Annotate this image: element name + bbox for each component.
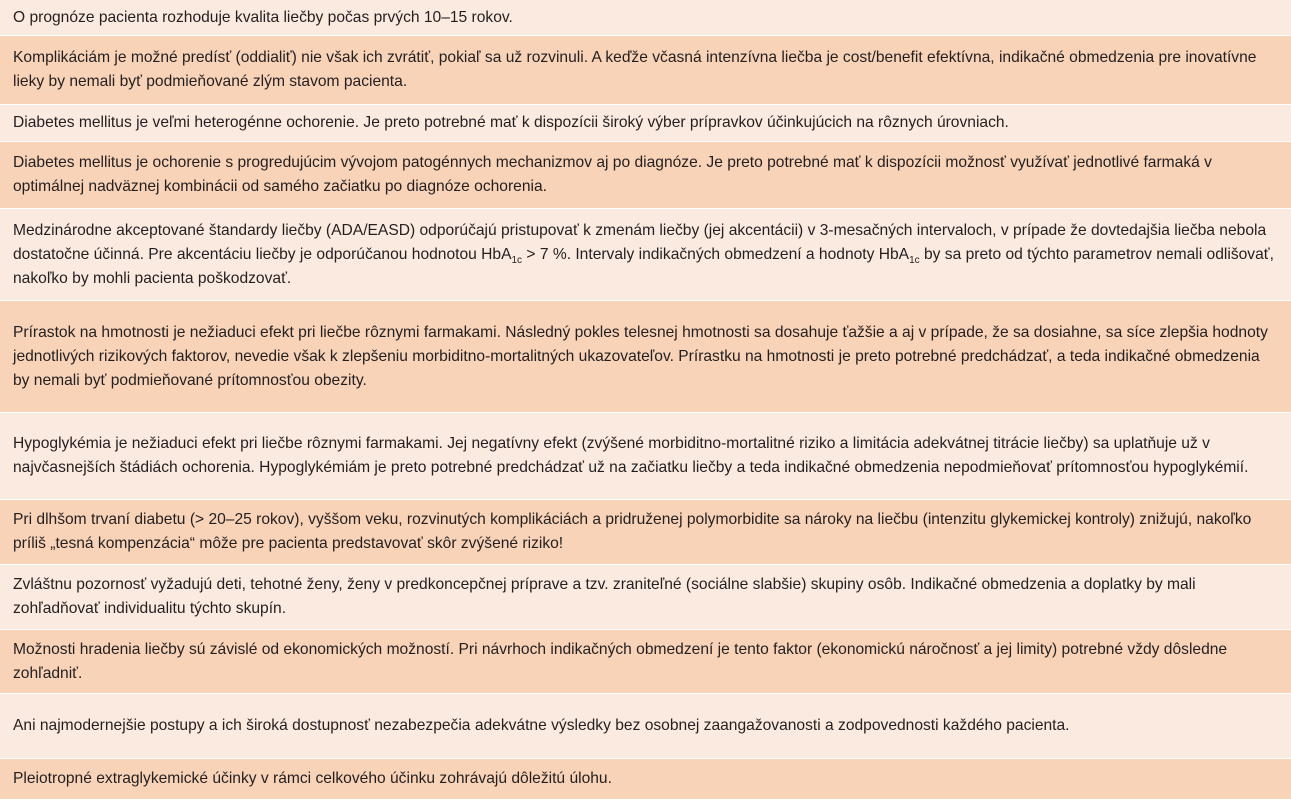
row-text: Zvláštnu pozornosť vyžadujú deti, tehotné ženy, ženy v predkoncepčnej príprave a tzv. zraniteľné (sociálne slabšie) skupiny osôb. Indikačné obmedzenia a doplatky by mali zohľadňovať individualitu týchto skupín.: [13, 576, 1196, 617]
row-text: Komplikáciám je možné predísť (oddialiť) nie však ich zvrátiť, pokiaľ sa už rozvinuli. A keďže včasná intenzívna liečba je cost/benefit efektívna, indikačné obmedzenia pre inovatívne lieky by nemali byť podmieňované zlým stavom pacienta.: [13, 49, 1257, 90]
table-row: [0, 413, 1291, 500]
table-row: [0, 36, 1291, 105]
table-row: [0, 630, 1291, 694]
subscript: 1c: [909, 254, 920, 266]
table-row: [0, 0, 1291, 36]
row-text-part: Medzinárodne akceptované štandardy liečby (ADA/EASD) odporúčajú pristupovať k zmenám liečby (jej akcentácii) v 3-mesačných intervaloch, v prípade že dovtedajšia liečba nebola dostatočne účinná. Pre akcentáciu liečby je odporúčanou hodnotou HbA: [13, 221, 1267, 263]
table-row: [0, 759, 1291, 800]
table-row: [0, 105, 1291, 142]
row-text: [13, 219, 1279, 291]
table-row: [0, 142, 1291, 209]
table-row: [0, 209, 1291, 301]
subscript: 1c: [511, 254, 523, 266]
table-row: [0, 500, 1291, 565]
row-text: Pleiotropné extraglykemické účinky v rámci celkového účinku zohrávajú dôležitú úlohu.: [13, 770, 612, 787]
table-row: [0, 565, 1291, 630]
table-row: [0, 694, 1291, 759]
row-text: Hypoglykémia je nežiaduci efekt pri liečbe rôznymi farmakami. Jej negatívny efekt (zvýšené morbiditno-mortalitné riziko a limitácia adekvátnej titrácie liečby) sa uplatňuje už v najvčasnejších štádiách ochorenia. Hypoglykémiám je preto potrebné predchádzať už na začiatku liečby a teda indikačné obmedzenia nepodmieňovať prítomnosťou hypoglykémií.: [13, 435, 1249, 476]
row-text: Diabetes mellitus je ochorenie s progredujúcim vývojom patogénnych mechanizmov aj po diagnóze. Je preto potrebné mať k dispozícii možnosť využívať jednotlivé farmaká v optimálnej nadväznej kombinácii od samého začiatku po diagnóze ochorenia.: [13, 154, 1212, 195]
row-text: O prognóze pacienta rozhoduje kvalita liečby počas prvých 10–15 rokov.: [13, 8, 513, 26]
row-text: Prírastok na hmotnosti je nežiaduci efekt pri liečbe rôznymi farmakami. Následný pokles telesnej hmotnosti sa dosahuje ťažšie a aj v prípade, že sa dosiahne, sa síce zlepšia hodnoty jednotlivých rizikových faktorov, nevedie však k zlepšeniu morbiditno-mortalitných ukazovateľov. Prírastku na hmotnosti je preto potrebné predchádzať, a teda indikačné obmedzenia by nemali byť podmieňované prítomnosťou obezity.: [13, 323, 1268, 389]
row-text: Diabetes mellitus je veľmi heterogénne ochorenie. Je preto potrebné mať k dispozícii široký výber prípravkov účinkujúcich na rôznych úrovniach.: [13, 114, 1009, 131]
row-text-part: by sa preto od týchto parametrov nemali odlišovať, nakoľko by mohli pacienta poškodzovať.: [13, 245, 1274, 287]
row-text: Možnosti hradenia liečby sú závislé od ekonomických možností. Pri návrhoch indikačných obmedzení je tento faktor (ekonomickú náročnosť a jej limity) potrebné vždy dôsledne zohľadniť.: [13, 640, 1228, 682]
row-text: Pri dlhšom trvaní diabetu (> 20–25 rokov), vyššom veku, rozvinutých komplikáciách a pridruženej polymorbidite sa nároky na liečbu (intenzitu glykemickej kontroly) znižujú, nakoľko príliš „tesná kompenzácia“ môže pre pacienta predstavovať skôr zvýšené riziko!: [13, 511, 1252, 552]
row-text: Ani najmodernejšie postupy a ich široká dostupnosť nezabezpečia adekvátne výsledky bez osobnej zaangažovanosti a zodpovednosti každého pacienta.: [13, 717, 1070, 734]
row-text-part: > 7 %. Intervaly indikačných obmedzení a hodnoty HbA: [522, 245, 910, 263]
table-row: [0, 301, 1291, 413]
